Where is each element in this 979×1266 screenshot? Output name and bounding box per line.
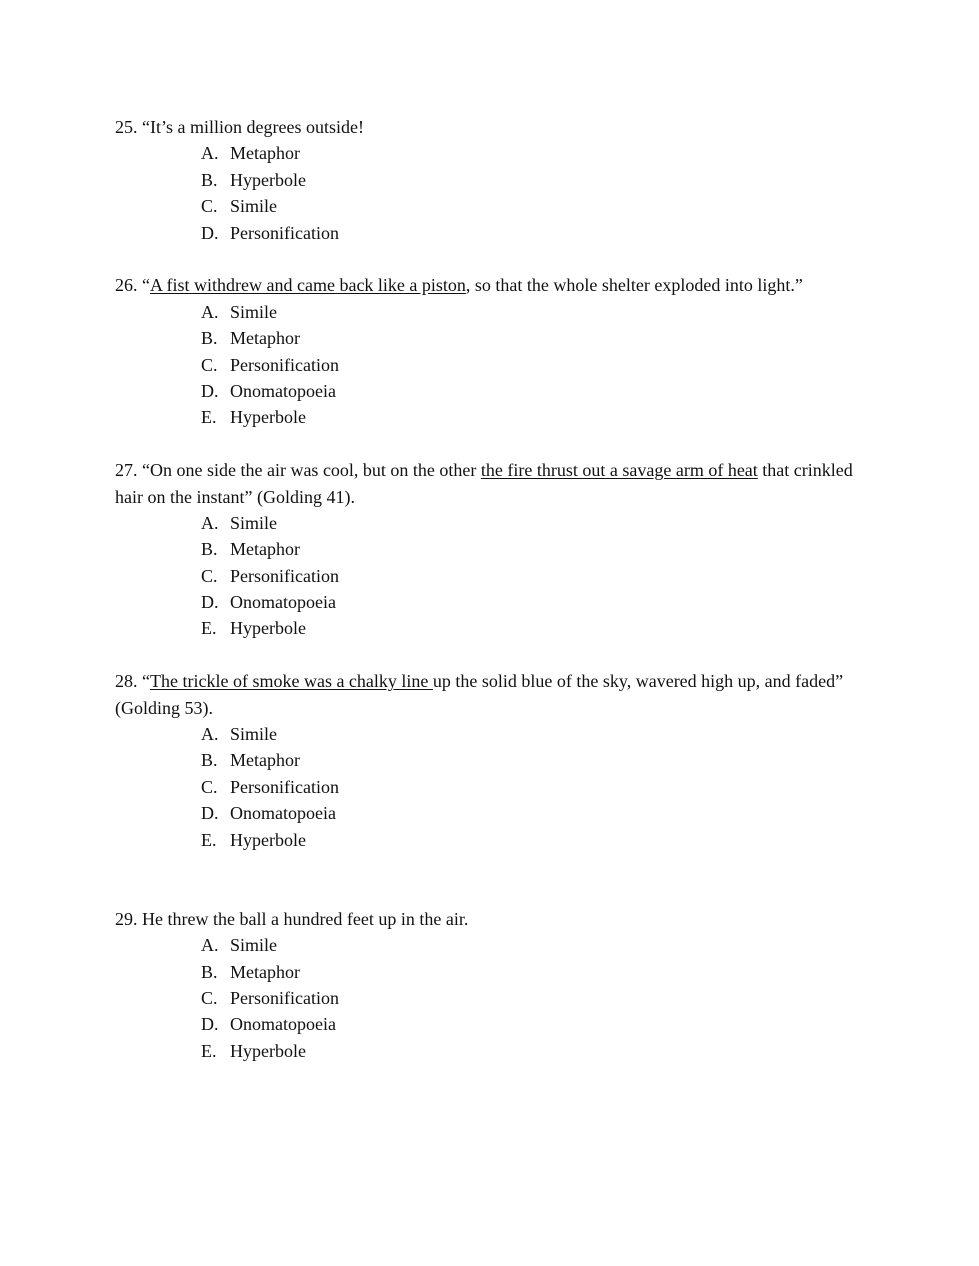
option-label: Onomatopoeia <box>230 380 336 401</box>
question-27 <box>115 457 855 642</box>
answer-option[interactable] <box>201 774 855 800</box>
stem-text: up the solid blue of the sky, wavered high up, and faded” (Golding 53). <box>115 671 844 718</box>
option-letter: C. <box>201 196 218 217</box>
option-label: Onomatopoeia <box>230 592 336 613</box>
option-letter: D. <box>201 803 219 824</box>
answer-option[interactable] <box>201 325 855 351</box>
answer-option[interactable] <box>201 721 855 747</box>
answer-options <box>115 721 855 853</box>
option-label: Personification <box>230 354 339 375</box>
question-29 <box>115 906 855 1064</box>
option-letter: B. <box>201 961 218 982</box>
question-25 <box>115 114 855 246</box>
option-letter: D. <box>201 592 219 613</box>
option-letter: A. <box>201 143 219 164</box>
option-label: Hyperbole <box>230 407 306 428</box>
question-number: 29. <box>115 908 138 929</box>
question-number: 28. <box>115 671 138 692</box>
option-letter: A. <box>201 512 219 533</box>
option-letter: B. <box>201 169 218 190</box>
option-letter: E. <box>201 829 217 850</box>
answer-option[interactable] <box>201 536 855 562</box>
answer-option[interactable] <box>201 985 855 1011</box>
answer-options <box>115 140 855 246</box>
option-label: Simile <box>230 512 278 533</box>
answer-option[interactable] <box>201 563 855 589</box>
option-label: Hyperbole <box>230 829 306 850</box>
option-letter: E. <box>201 407 217 428</box>
answer-option[interactable] <box>201 615 855 641</box>
option-letter: C. <box>201 776 218 797</box>
option-label: Metaphor <box>230 750 300 771</box>
question-stem <box>115 272 855 298</box>
option-letter: C. <box>201 988 218 1009</box>
option-label: Simile <box>230 935 278 956</box>
question-spacer <box>115 246 855 272</box>
underlined-quote: A fist withdrew and came back like a piston <box>150 275 466 296</box>
option-label: Hyperbole <box>230 1040 306 1061</box>
option-label: Hyperbole <box>230 618 306 639</box>
stem-text: “On one side the air was cool, but on the other <box>137 460 481 481</box>
question-number: 25. <box>115 117 138 137</box>
question-spacer <box>115 853 855 906</box>
answer-option[interactable] <box>201 747 855 773</box>
option-label: Simile <box>230 196 278 217</box>
question-number: 26. <box>115 275 138 296</box>
option-label: Personification <box>230 222 339 243</box>
answer-option[interactable] <box>201 378 855 404</box>
question-26 <box>115 272 855 430</box>
stem-text: He threw the ball a hundred feet up in the air. <box>137 908 469 929</box>
worksheet-page <box>115 114 855 1064</box>
question-list <box>115 114 855 1064</box>
stem-text: that crinkled hair on the instant” (Golding 41). <box>115 460 853 507</box>
option-label: Hyperbole <box>230 169 306 190</box>
underlined-quote: The trickle of smoke was a chalky line <box>150 671 433 692</box>
question-stem <box>115 114 855 140</box>
option-label: Personification <box>230 988 339 1009</box>
option-label: Onomatopoeia <box>230 803 336 824</box>
question-number: 27. <box>115 460 138 481</box>
question-stem <box>115 906 855 932</box>
question-spacer <box>115 642 855 668</box>
answer-option[interactable] <box>201 352 855 378</box>
answer-option[interactable] <box>201 959 855 985</box>
stem-text: , so that the whole shelter exploded into light.” <box>465 275 803 296</box>
answer-option[interactable] <box>201 932 855 958</box>
answer-option[interactable] <box>201 510 855 536</box>
option-label: Metaphor <box>230 539 300 560</box>
answer-option[interactable] <box>201 167 855 193</box>
answer-options <box>115 299 855 431</box>
option-letter: C. <box>201 354 218 375</box>
option-label: Metaphor <box>230 961 300 982</box>
question-stem <box>115 457 855 510</box>
option-label: Simile <box>230 301 278 322</box>
option-letter: C. <box>201 565 218 586</box>
answer-option[interactable] <box>201 220 855 246</box>
answer-option[interactable] <box>201 1011 855 1037</box>
question-28 <box>115 668 855 853</box>
option-letter: D. <box>201 222 219 243</box>
answer-option[interactable] <box>201 299 855 325</box>
answer-option[interactable] <box>201 800 855 826</box>
option-letter: D. <box>201 1014 219 1035</box>
option-letter: B. <box>201 539 218 560</box>
option-label: Personification <box>230 776 339 797</box>
option-label: Metaphor <box>230 143 300 164</box>
option-letter: E. <box>201 1040 217 1061</box>
question-stem <box>115 668 855 721</box>
question-spacer <box>115 431 855 457</box>
answer-options <box>115 510 855 642</box>
underlined-quote: the fire thrust out a savage arm of heat <box>480 460 758 481</box>
option-letter: B. <box>201 328 218 349</box>
answer-option[interactable] <box>201 1038 855 1064</box>
option-letter: D. <box>201 380 219 401</box>
option-letter: A. <box>201 724 219 745</box>
stem-text: “ <box>137 671 150 692</box>
option-letter: A. <box>201 935 219 956</box>
answer-option[interactable] <box>201 404 855 430</box>
answer-option[interactable] <box>201 193 855 219</box>
option-letter: B. <box>201 750 218 771</box>
option-label: Simile <box>230 724 278 745</box>
option-letter: A. <box>201 301 219 322</box>
answer-options <box>115 932 855 1064</box>
option-label: Onomatopoeia <box>230 1014 336 1035</box>
option-label: Metaphor <box>230 328 300 349</box>
stem-text: “It’s a million degrees outside! <box>137 117 364 137</box>
option-letter: E. <box>201 618 217 639</box>
answer-option[interactable] <box>201 827 855 853</box>
stem-text: “ <box>137 275 150 296</box>
answer-option[interactable] <box>201 589 855 615</box>
option-label: Personification <box>230 565 339 586</box>
answer-option[interactable] <box>201 140 855 166</box>
